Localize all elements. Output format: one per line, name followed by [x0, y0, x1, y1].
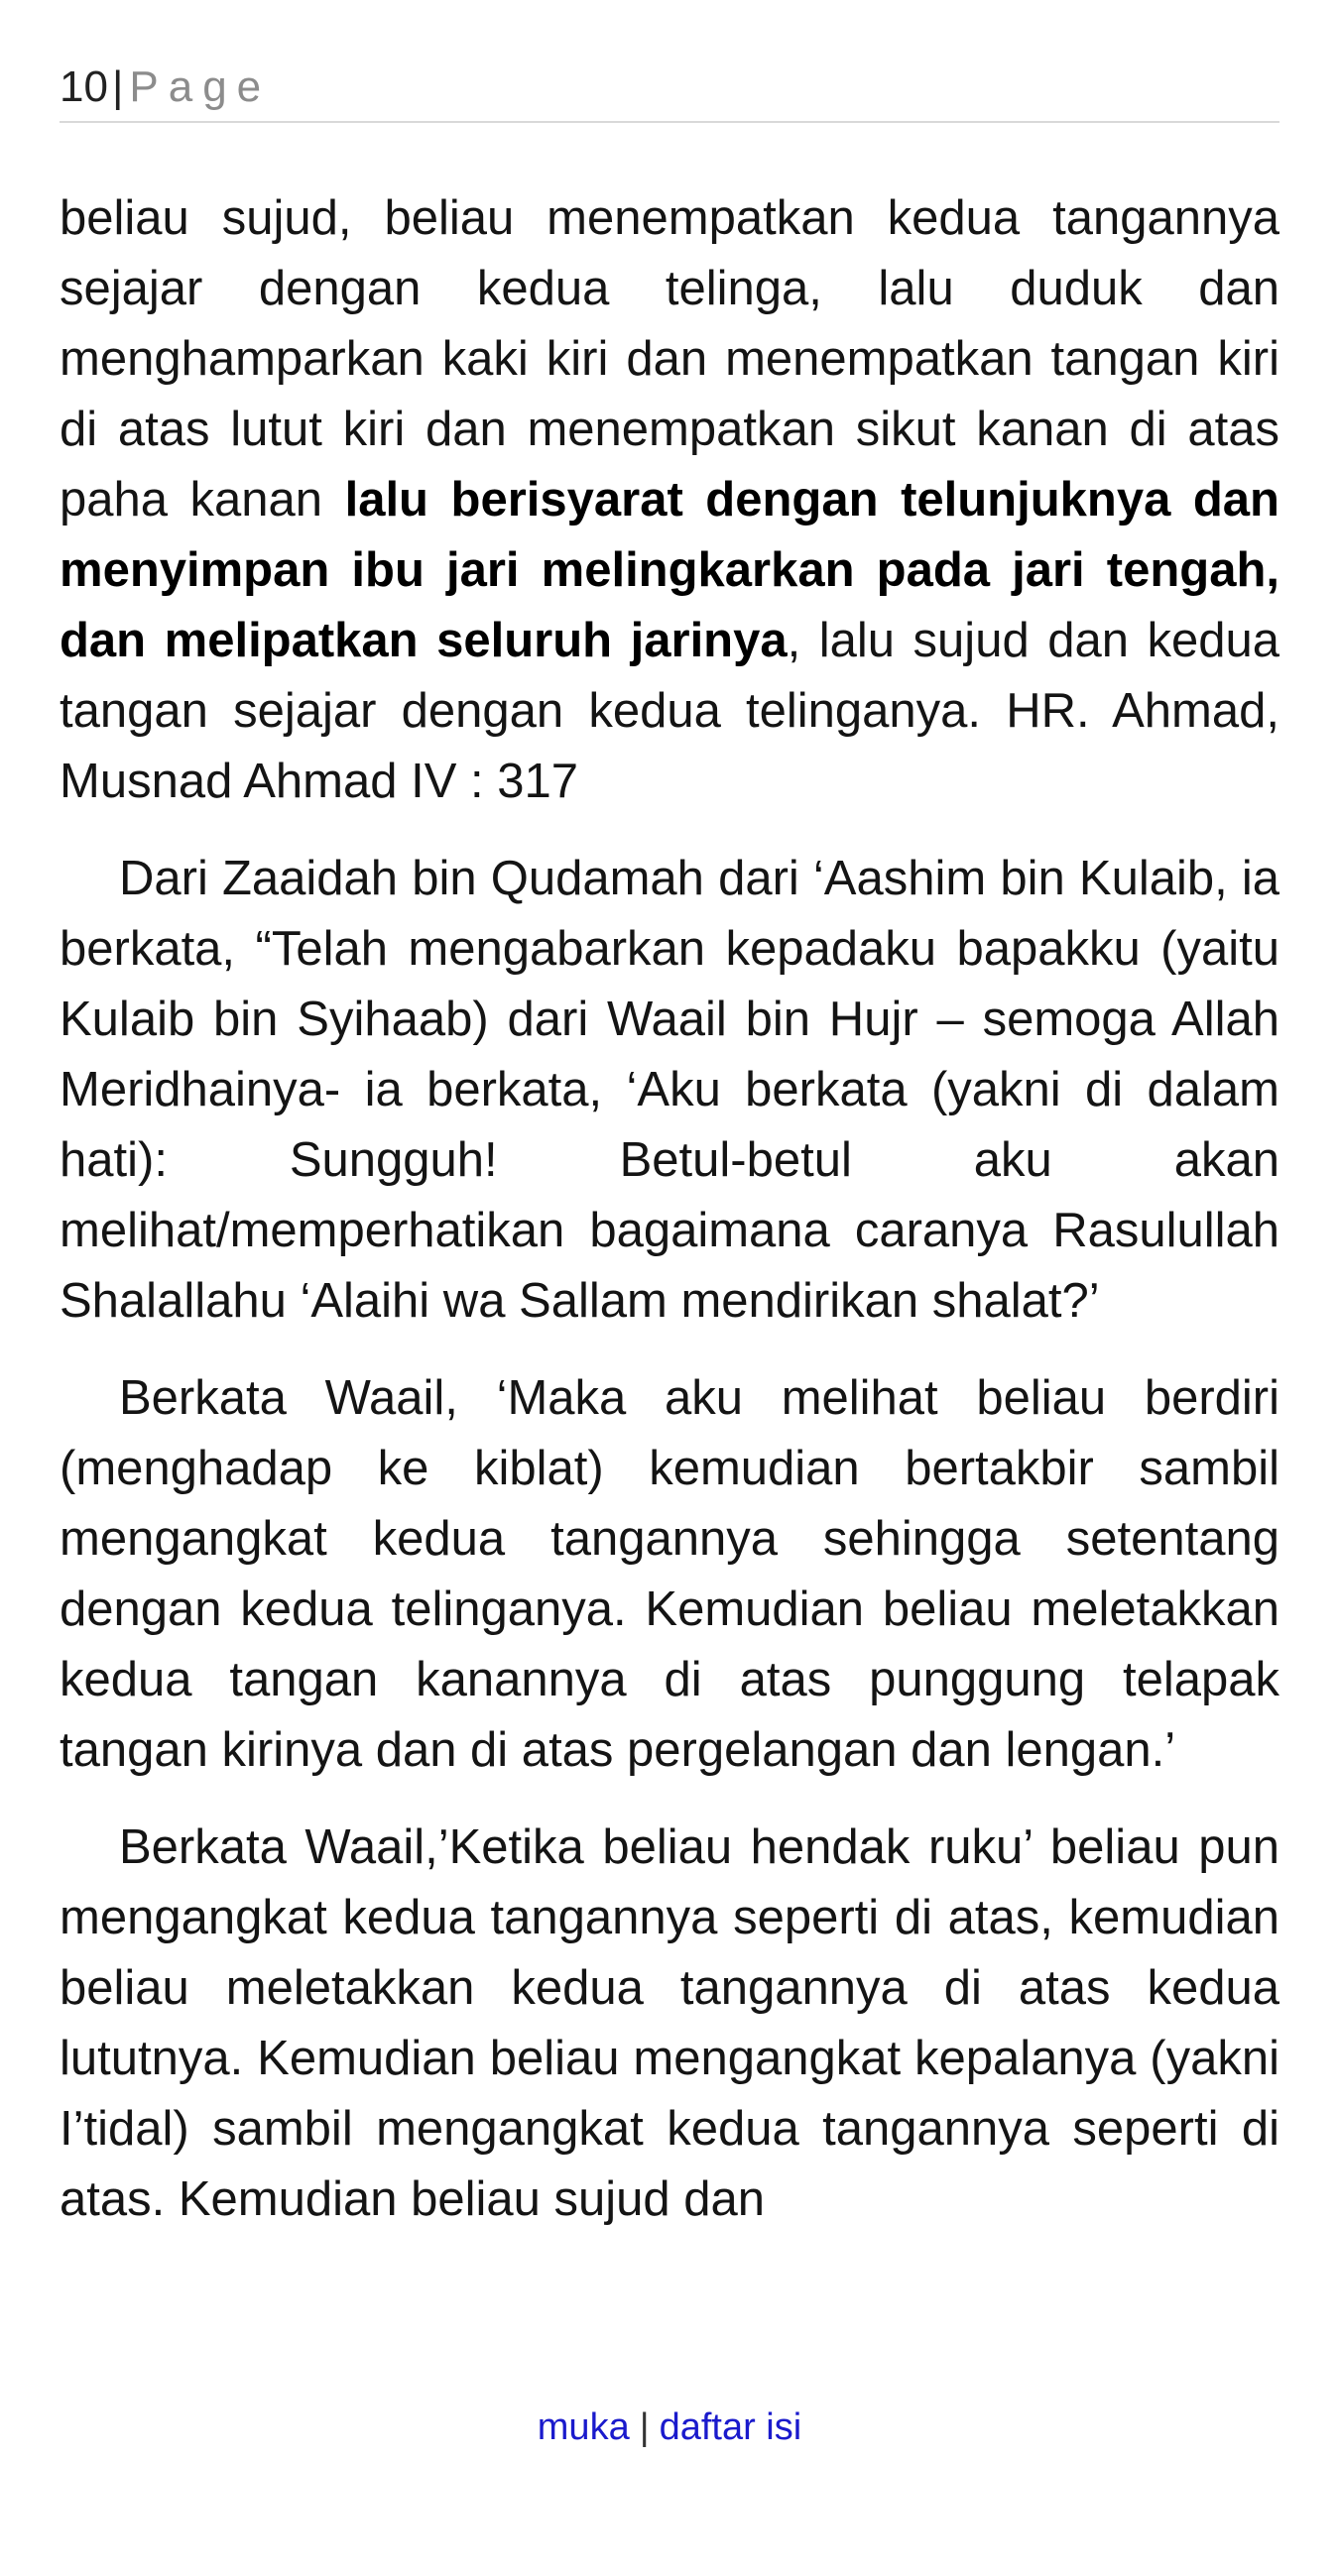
home-link[interactable]: muka — [537, 2406, 630, 2448]
paragraph-4: Berkata Waail,’Ketika beliau hendak ruku’ beliau pun mengangkat kedua tangannya seperti di atas, kemudian beliau meletakkan kedua tangannya di atas kedua lututnya. Kemudian beliau mengangkat kepalanya (yakni I’tidal) sambil mengangkat kedua tangannya seperti di atas. Kemudian beliau sujud dan — [60, 1820, 1279, 2226]
page-label: Page — [129, 62, 272, 111]
footer-navigation — [0, 2403, 1339, 2451]
paragraph-1-text-start: beliau sujud, beliau menempatkan kedua tangannya sejajar dengan kedua telinga, lalu duduk dan menghamparkan kaki kiri dan menempatkan tangan kiri di atas lutut kiri dan menempatkan sikut kanan di atas paha kanan — [60, 191, 1279, 527]
header-separator: | — [111, 62, 124, 111]
page-number: 10 — [60, 62, 108, 111]
paragraph-3: Berkata Waail, ‘Maka aku melihat beliau berdiri (menghadap ke kiblat) kemudian bertakbir sambil mengangkat kedua tangannya sehingga setentang dengan kedua telinganya. Kemudian beliau meletakkan kedua tangan kanannya di atas punggung telapak tangan kirinya dan di atas pergelangan dan lengan.’ — [60, 1371, 1279, 1777]
document-body — [60, 183, 1279, 2262]
paragraph-2: Dari Zaaidah bin Qudamah dari ‘Aashim bin Kulaib, ia berkata, “Telah mengabarkan kepadaku bapakku (yaitu Kulaib bin Syihaab) dari Waail bin Hujr – semoga Allah Meridhainya- ia berkata, ‘Aku berkata (yakni di dalam hati): Sungguh! Betul-betul aku akan melihat/memperhatikan bagaimana caranya Rasulullah Shalallahu ‘Alaihi wa Sallam mendirikan shalat?’ — [60, 852, 1279, 1328]
footer-separator: | — [639, 2406, 650, 2448]
paragraph-1-text-end: , lalu sujud dan kedua tangan sejajar dengan kedua telinganya. HR. Ahmad, Musnad Ahmad IV : 317 — [60, 614, 1279, 808]
paragraph-1 — [60, 183, 1279, 817]
paragraph-1-bold-text: lalu berisyarat dengan telunjuknya dan menyimpan ibu jari melingkarkan pada jari tengah, dan melipatkan seluruh jarinya — [60, 473, 1279, 667]
page-header — [60, 58, 1279, 123]
table-of-contents-link[interactable]: daftar isi — [659, 2406, 802, 2448]
